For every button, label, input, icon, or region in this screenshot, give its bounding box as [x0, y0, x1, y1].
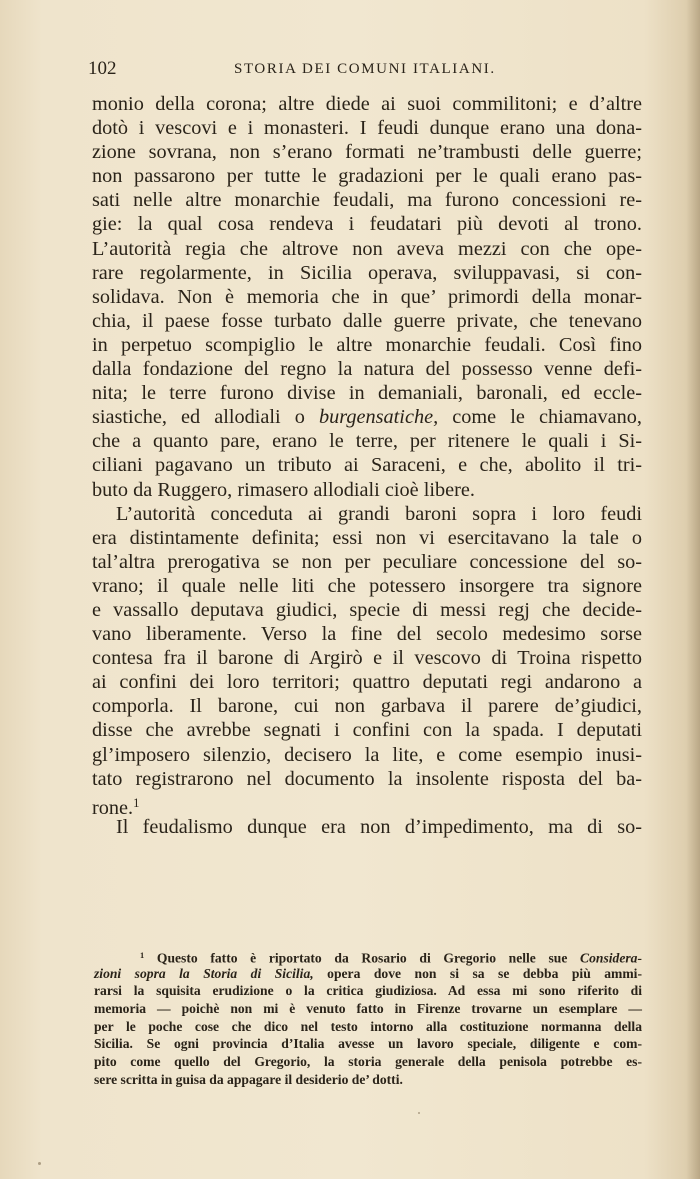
- text-line: zione sovrana, non s’erano formati ne’trambusti delle guerre;: [92, 141, 642, 164]
- page-edge-shadow: [686, 0, 700, 1179]
- text-line: non passarono per tutte le gradazioni per le quali erano pas-: [92, 165, 642, 188]
- footnote-marker: 1: [140, 950, 145, 960]
- text-line: vrano; il quale nelle liti che potessero insorgere tra signore: [92, 574, 642, 597]
- text-line: chia, il paese fosse turbato dalle guerre private, che tenevano: [92, 309, 642, 332]
- text-line: comporla. Il barone, cui non garbava il parere de’giudici,: [92, 695, 642, 718]
- footnote-line: sere scritta in guisa da appagare il desiderio de’ dotti.: [94, 1071, 403, 1087]
- italic-title: zioni sopra la Storia di Sicilia,: [94, 965, 314, 981]
- footnote-line: memoria — poichè non mi è venuto fatto in Firenze trovarne un esemplare —: [94, 1001, 642, 1017]
- paper-speck: [38, 1162, 41, 1165]
- paragraph-start-line: L’autorità conceduta ai grandi baroni sopra i loro feudi: [116, 502, 642, 525]
- text-line: gl’imposero silenzio, decisero la lite, e come esempio inusi-: [92, 743, 642, 766]
- text-line: rare regolarmente, in Sicilia operava, sviluppavasi, si con-: [92, 261, 642, 284]
- running-title: STORIA DEI COMUNI ITALIANI.: [234, 61, 496, 77]
- text-line: era distintamente definita; essi non vi esercitavano la tale o: [92, 526, 642, 549]
- text-line: in perpetuo scompiglio le altre monarchie feudali. Così fino: [92, 333, 642, 356]
- text-line-with-italic: [92, 405, 642, 429]
- text-line: sati nelle altre monarchie feudali, ma furono concessioni re-: [92, 189, 642, 212]
- body-text: [92, 92, 642, 839]
- footnote-line: pito come quello del Gregorio, la storia generale della penisola potrebbe es-: [94, 1054, 642, 1070]
- paragraph-start-line: Il feudalismo dunque era non d’impedimento, ma di so-: [116, 815, 642, 838]
- page-header: [88, 58, 623, 82]
- text-line-with-footnote-ref: [92, 791, 642, 819]
- text-line: L’autorità regia che altrove non aveva mezzi con che ope-: [92, 237, 642, 260]
- text-line: nita; le terre furono divise in demaniali, baronali, ed eccle-: [92, 382, 642, 405]
- text-line: tato registrarono nel documento la insolente risposta del ba-: [92, 767, 642, 790]
- footnote-line: rarsi la squisita erudizione o la critica giudiziosa. Ad essa mi sono riferito di: [94, 983, 642, 999]
- footnote-line: [94, 947, 642, 965]
- text-fragment: opera dove non si sa se debba più ammi-: [327, 965, 642, 981]
- text-line: ciliani pagavano un tributo ai Saraceni, e che, abolito il tri-: [92, 454, 642, 477]
- page-number: 102: [88, 58, 117, 79]
- text-line: ai confini dei loro territori; quattro deputati regi andarono a: [92, 671, 642, 694]
- text-line: dalla fondazione del regno la natura del possesso venne defi-: [92, 358, 642, 381]
- text-fragment: come le chiamavano,: [438, 406, 642, 429]
- text-line: monio della corona; altre diede ai suoi commilitoni; e d’altre: [92, 93, 642, 115]
- text-fragment: Questo fatto è riportato da Rosario di Gregorio nelle sue: [156, 950, 581, 966]
- footnote-line: Sicilia. Se ogni provincia d’Italia avesse un lavoro speciale, diligente e com-: [94, 1036, 642, 1052]
- text-line: tal’altra prerogativa se non per peculiare concessione del so-: [92, 550, 642, 573]
- text-line: buto da Ruggero, rimasero allodiali cioè libere.: [92, 478, 475, 501]
- footnote-line: per le poche cose che dico nel testo intorno alla costituzione normanna della: [94, 1018, 642, 1034]
- text-line: dotò i vescovi e i monasteri. I feudi dunque erano una dona-: [92, 117, 642, 140]
- text-line: che a quanto pare, erano le terre, per ritenere le quali i Si-: [92, 430, 642, 453]
- italic-term: burgensatiche,: [318, 406, 439, 429]
- italic-title: Considera-: [580, 950, 642, 966]
- text-line: vano liberamente. Verso la fine del secolo medesimo sorse: [92, 623, 642, 646]
- footnote-line: [94, 965, 642, 983]
- paper-speck: [418, 1112, 420, 1114]
- footnote-block: [94, 947, 642, 1089]
- text-line: solidava. Non è memoria che in que’ primordi della monar-: [92, 285, 642, 308]
- text-fragment: siastiche, ed allodiali o: [92, 406, 319, 429]
- footnote-reference[interactable]: 1: [133, 795, 140, 810]
- text-fragment: rone.: [92, 796, 134, 819]
- text-line: disse che avrebbe segnati i confini con la spada. I deputati: [92, 719, 642, 742]
- text-line: contesa fra il barone di Argirò e il vescovo di Troina rispetto: [92, 647, 642, 670]
- text-line: gie: la qual cosa rendeva i feudatari più devoti al trono.: [92, 213, 642, 236]
- text-line: e vassallo deputava giudici, specie di messi regj che decide-: [92, 598, 642, 621]
